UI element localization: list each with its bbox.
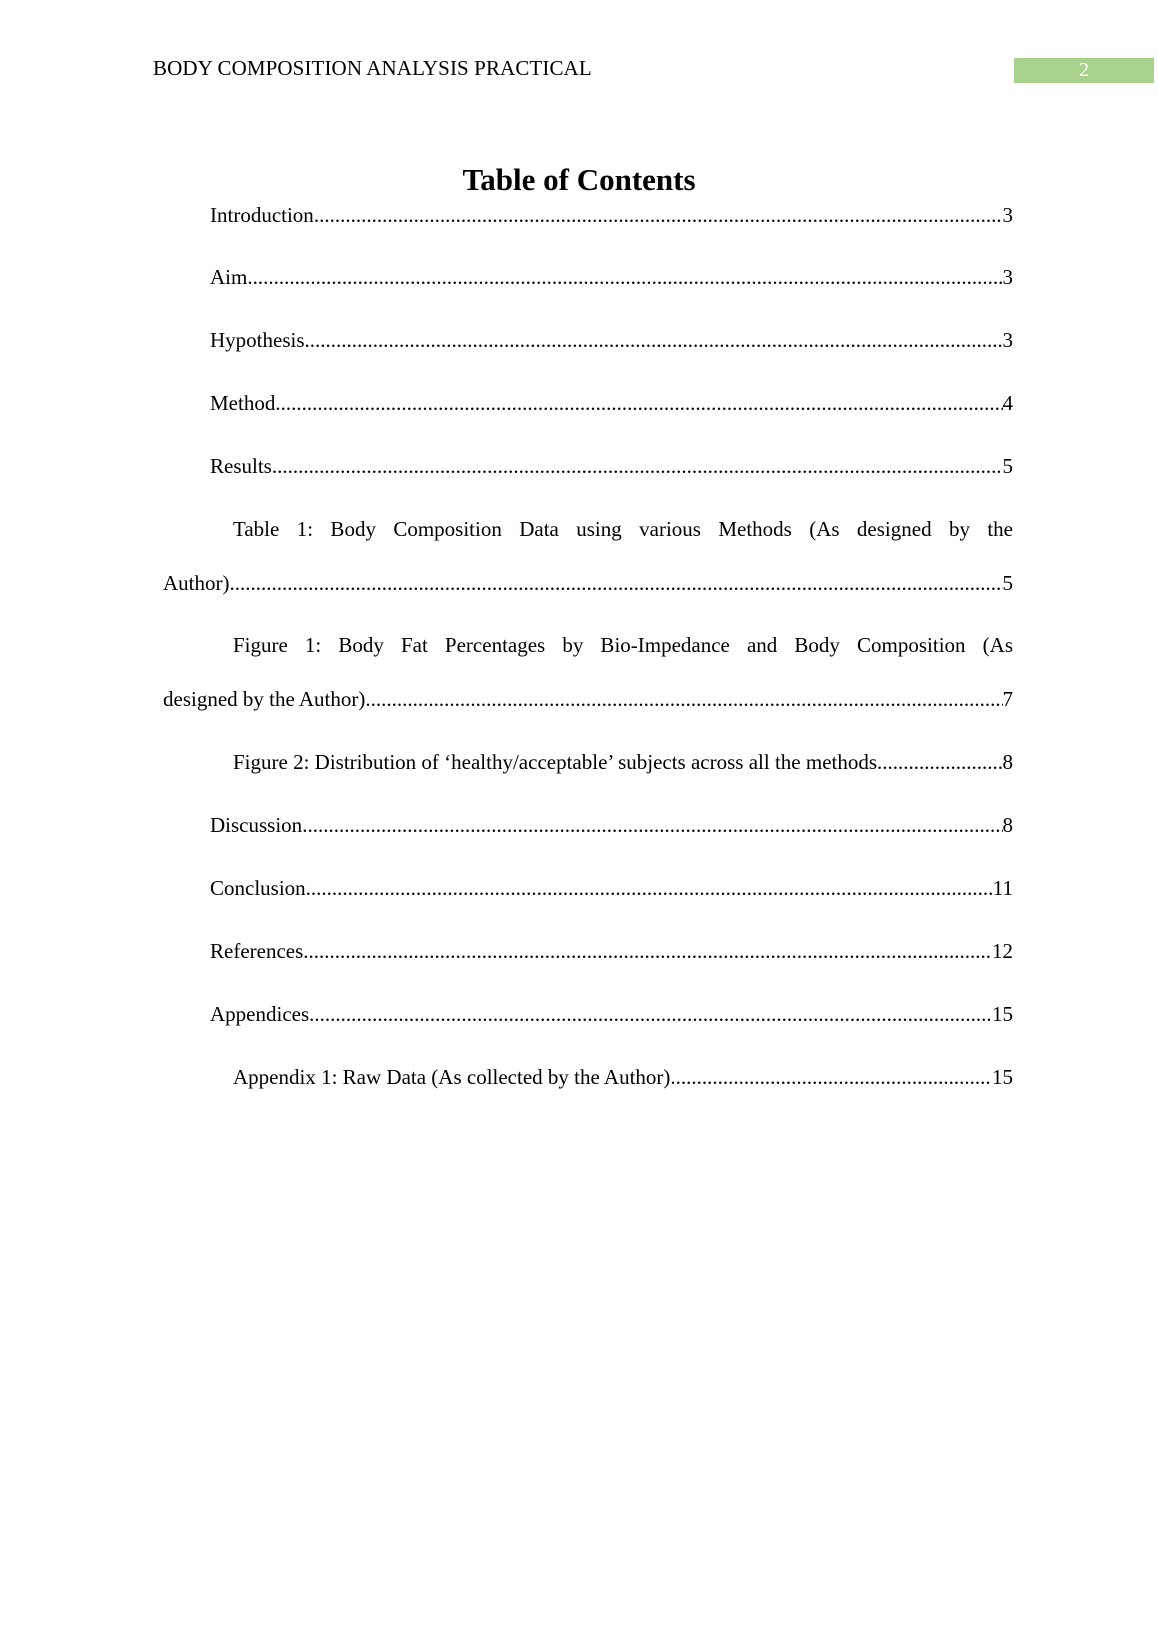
toc-entry-label-line1: Figure 1: Body Fat Percentages by Bio-Impedance and Body Composition (As [233, 633, 1013, 657]
toc-entry-page: 3 [1002, 328, 1013, 352]
toc-leader-dots [309, 999, 992, 1029]
toc-entry-page: 8 [1002, 750, 1013, 774]
toc-entry-introduction[interactable] [210, 200, 1013, 230]
toc-entry-results[interactable] [210, 451, 1013, 481]
toc-leader-dots [314, 200, 1003, 230]
toc-entry-page: 3 [1002, 203, 1013, 227]
toc-entry-hypothesis[interactable] [210, 325, 1013, 355]
toc-entry-label-line2: Author) [163, 571, 230, 595]
toc-entry-page: 8 [1002, 813, 1013, 837]
toc-heading: Table of Contents [462, 162, 696, 197]
toc-entry-figure-2[interactable] [233, 747, 1013, 777]
toc-leader-dots [306, 873, 993, 903]
toc-entry-page: 4 [1002, 391, 1013, 415]
toc-leader-dots [305, 325, 1003, 355]
toc-entry-label-line1: Table 1: Body Composition Data using various Methods (As designed by the [233, 517, 1013, 541]
toc-entry-discussion[interactable] [210, 810, 1013, 840]
toc-entry-appendix-1[interactable] [233, 1062, 1013, 1092]
toc-entry-continuation [163, 684, 1013, 714]
running-header-title: BODY COMPOSITION ANALYSIS PRACTICAL [153, 56, 592, 80]
toc-entry-appendices[interactable] [210, 999, 1013, 1029]
toc-entry-conclusion[interactable] [210, 873, 1013, 903]
toc-entry-label: Hypothesis [210, 328, 305, 352]
toc-entry-label: Introduction [210, 203, 314, 227]
toc-entry-page: 12 [992, 939, 1013, 963]
toc-leader-dots [877, 747, 1002, 777]
toc-leader-dots [230, 568, 1003, 598]
toc-leader-dots [275, 388, 1002, 418]
toc-entry-label-line2: designed by the Author) [163, 687, 366, 711]
toc-leader-dots [302, 810, 1002, 840]
toc-entry-page: 11 [992, 876, 1013, 900]
toc-entry-method[interactable] [210, 388, 1013, 418]
toc-entry-page: 5 [1002, 454, 1013, 478]
toc-entry-label: References [210, 939, 304, 963]
toc-entry-label: Figure 2: Distribution of ‘healthy/acceptable’ subjects across all the methods [233, 750, 878, 774]
toc-entry-label: Conclusion [210, 876, 306, 900]
toc-entry-page: 15 [992, 1065, 1013, 1089]
toc-leader-dots [247, 262, 1002, 292]
toc-leader-dots [272, 451, 1003, 481]
toc-entry-label: Discussion [210, 813, 303, 837]
toc-entry-references[interactable] [210, 936, 1013, 966]
toc-leader-dots [670, 1062, 992, 1092]
toc-entry-page: 15 [992, 1002, 1013, 1026]
toc-entry-label: Appendices [210, 1002, 310, 1026]
toc-entry-page: 7 [1002, 687, 1013, 711]
toc-entry-label: Method [210, 391, 276, 415]
toc-leader-dots [365, 684, 1002, 714]
toc-entry-page: 3 [1002, 265, 1013, 289]
toc-entry-label: Aim [210, 265, 248, 289]
toc-entry-label: Results [210, 454, 272, 478]
toc-entry-label: Appendix 1: Raw Data (As collected by the Author) [233, 1065, 671, 1089]
toc-entry-page: 5 [1002, 571, 1013, 595]
page-number-badge: 2 [1014, 58, 1154, 83]
toc-entry-aim[interactable] [210, 262, 1013, 292]
toc-entry-continuation [163, 568, 1013, 598]
toc-leader-dots [303, 936, 992, 966]
